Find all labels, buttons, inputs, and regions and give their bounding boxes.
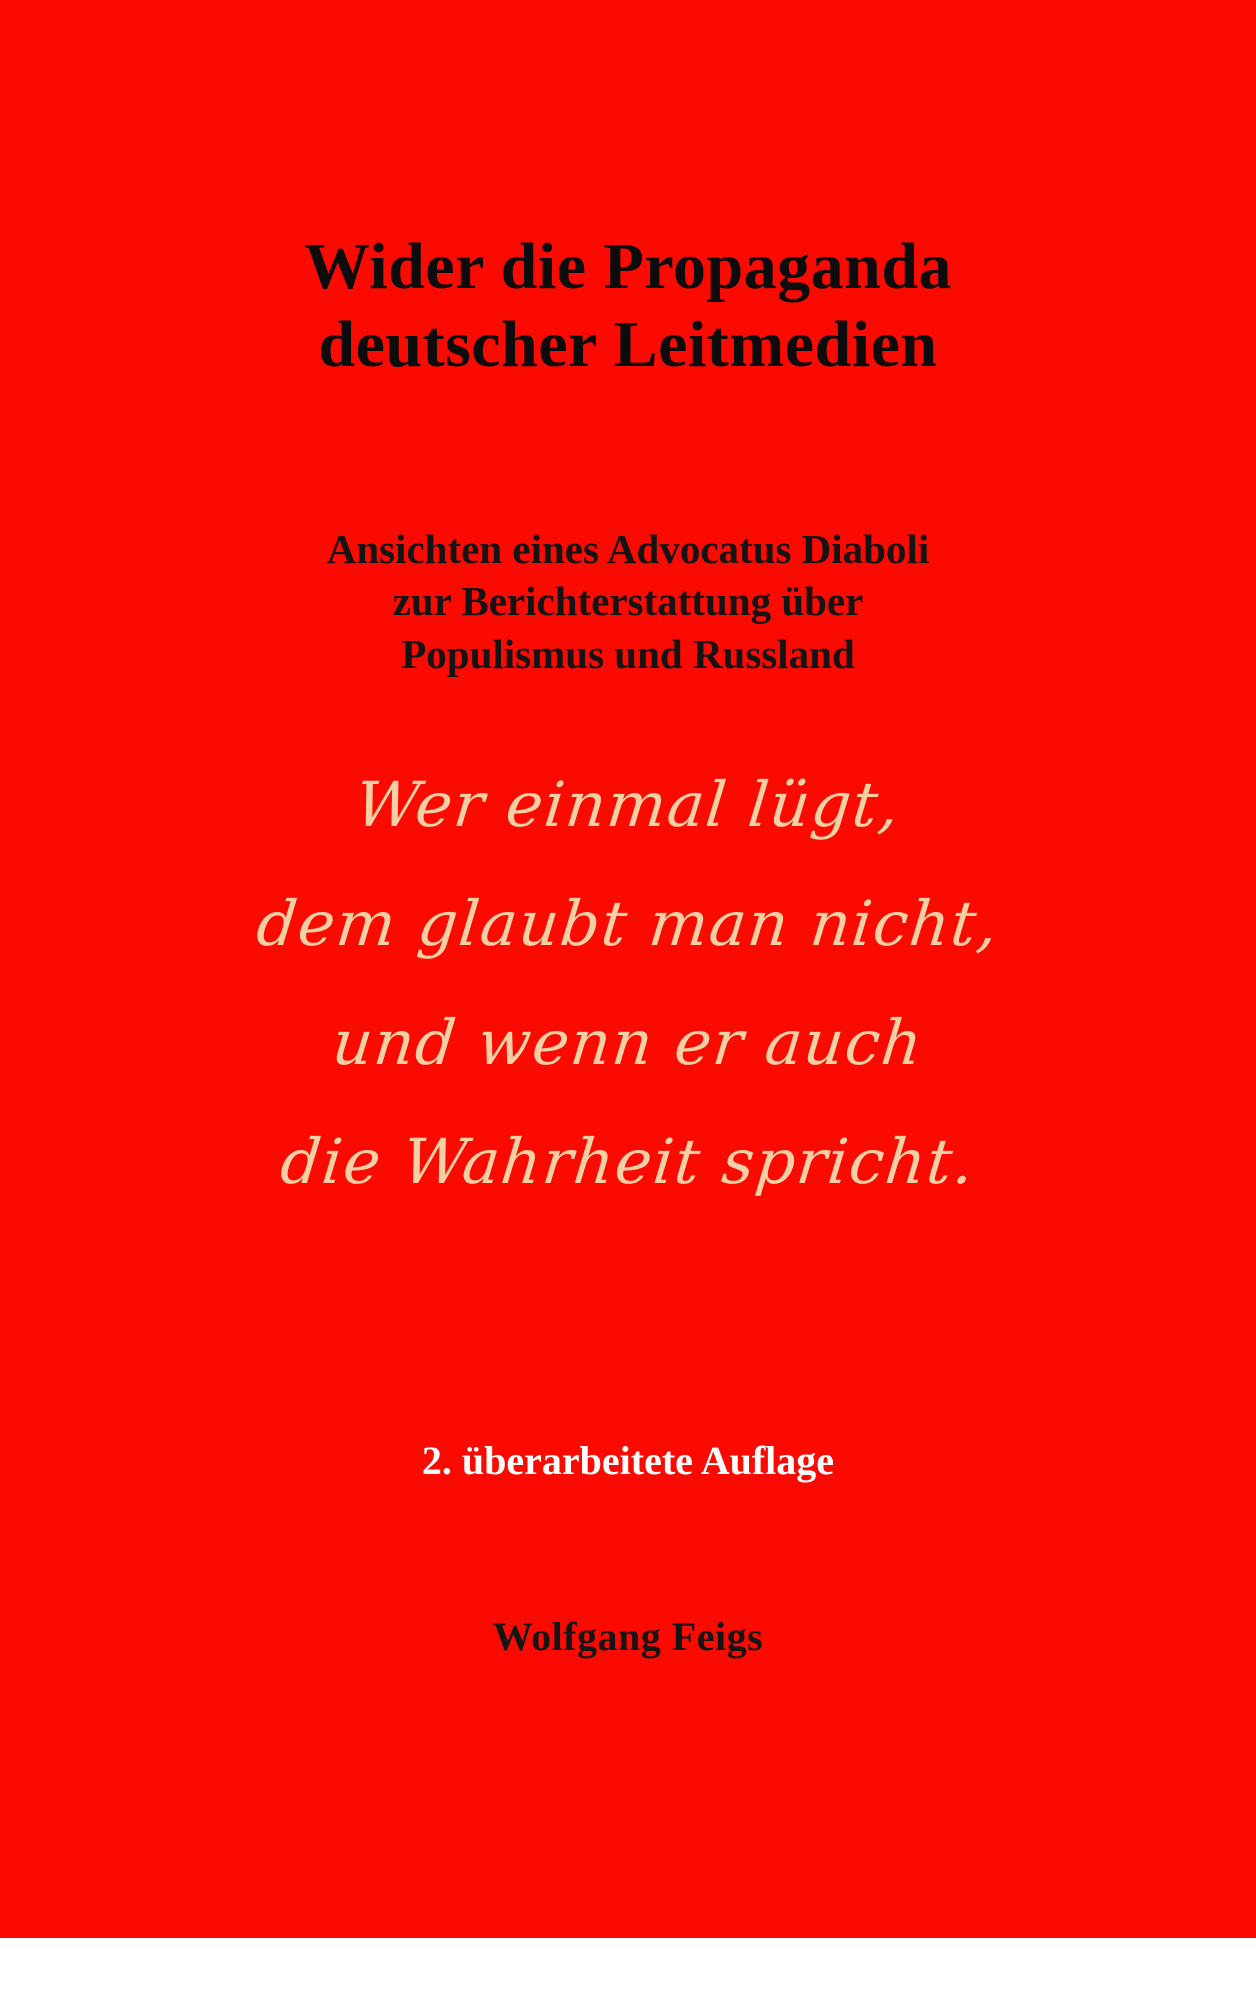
- cover-quote: [0, 745, 1256, 1221]
- quote-line-3: und wenn er auch: [329, 1006, 927, 1080]
- author-text: Wolfgang Feigs: [492, 1614, 764, 1659]
- edition-text: 2. überarbeitete Auflage: [421, 1438, 835, 1483]
- subtitle-line-2: zur Berichterstattung über: [392, 578, 864, 625]
- subtitle-line-3: Populismus und Russland: [401, 630, 855, 677]
- page-bottom-edge: [0, 1938, 1256, 2000]
- edition-statement: [0, 1437, 1256, 1484]
- author-name: [0, 1613, 1256, 1660]
- title-line-2: deutscher Leitmedien: [318, 307, 938, 381]
- subtitle-line-1: Ansichten eines Advocatus Diaboli: [326, 526, 930, 572]
- quote-line-1: Wer einmal lügt,: [351, 768, 905, 841]
- title-line-1: Wider die Propaganda: [303, 230, 953, 303]
- book-title: [0, 228, 1256, 384]
- book-subtitle: [0, 523, 1256, 680]
- quote-line-2: dem glaubt man nicht,: [253, 887, 1003, 961]
- quote-line-4: die Wahrheit spricht.: [277, 1125, 979, 1199]
